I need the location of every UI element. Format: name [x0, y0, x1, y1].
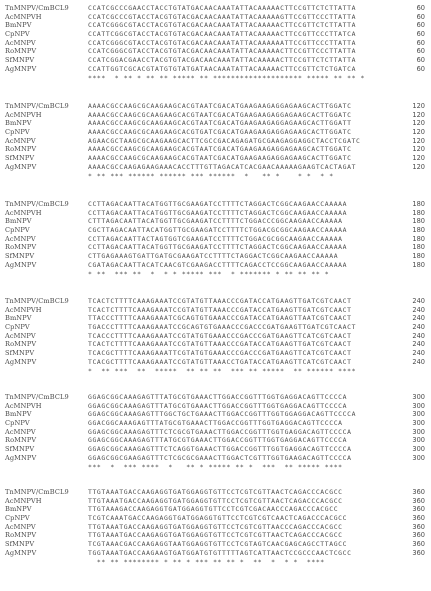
position-number: 240	[412, 349, 425, 358]
sequence-name: SfMNPV	[5, 445, 35, 454]
sequence-name: AgMNPV	[5, 260, 37, 269]
sequence-text: TCACTCTTTTCAAAGAAATCCGTATGTTAAACCCGATACCATGAAGTTGATCGTCAACT	[88, 305, 352, 314]
sequence-row	[0, 549, 431, 558]
sequence-name: RoMNPV	[5, 47, 37, 56]
sequence-name: AgMNPV	[5, 357, 37, 366]
sequence-name: AgMNPV	[5, 548, 37, 557]
position-number: 120	[412, 145, 425, 154]
consensus-row	[0, 172, 431, 181]
alignment-block	[0, 4, 431, 82]
sequence-text: TTGTAAATGACCAAGAGGTGATGGAGGTGTTCCTCGTCGTTAACCCAGACCCACGCC	[88, 522, 343, 531]
position-number: 360	[412, 488, 425, 496]
position-number: 120	[412, 136, 425, 145]
sequence-row	[0, 252, 431, 261]
sequence-row	[0, 340, 431, 349]
sequence-text: CCTTAGACAATTACTAGTGGTCGAAGATCCTTTTCTGGACGCGGCAAGAACCAAAAA	[88, 234, 343, 243]
sequence-name: CpNPV	[5, 128, 30, 137]
position-number: 180	[412, 252, 425, 261]
position-number: 120	[412, 162, 425, 171]
sequence-text: CCATCGGACGAACCTACGTGTACGACAACAAATATTACAAAAACTTCCGTTCTCTTATTA	[88, 56, 357, 65]
sequence-row	[0, 111, 431, 120]
position-number: 240	[412, 357, 425, 366]
sequence-row	[0, 402, 431, 411]
consensus-row	[0, 367, 431, 376]
position-number: 60	[416, 4, 425, 12]
sequence-row	[0, 297, 431, 306]
alignment-block	[0, 102, 431, 180]
sequence-name: SfMNPV	[5, 154, 35, 163]
sequence-row	[0, 13, 431, 22]
sequence-name: AcMNPV	[5, 136, 36, 145]
sequence-text: TTGTAAATGACCAAGAGGTGATGGAGGTGTTCCTCGTCGTTAACTCAGACCCACGCC	[88, 531, 343, 540]
position-number: 360	[412, 522, 425, 531]
consensus-text: * ** *** ** ***** ** ** ** *** ** ***** ** ****** ****	[88, 366, 357, 375]
sequence-row	[0, 314, 431, 323]
sequence-text: GGAGCGGCAAAGAGTTTATGCGTGAAACTTGGACCGGTTTGGTGAGGACAGTTCCCCA	[88, 393, 348, 401]
sequence-name: SfMNPV	[5, 56, 35, 65]
sequence-row	[0, 128, 431, 137]
consensus-row	[0, 463, 431, 472]
sequence-row	[0, 497, 431, 506]
sequence-text: CCTTAGACAATTACATGGTTGCGAAGATCCTTTTCTAGGACTCGGCAAGAACCAAAAA	[88, 200, 348, 208]
sequence-text: TGACCCTTTTCAAAGAAATCCGCAGTGTGAAACCCGACCCGATGAAGTTGATCGTCAACT	[88, 323, 357, 332]
position-number: 240	[412, 323, 425, 332]
sequence-text: TCGTCAAATGACCAAGAGGTGATGGAGGTGTTCCTCGTCGTCAACTCAGACCCACGCC	[88, 514, 348, 523]
sequence-row	[0, 235, 431, 244]
sequence-row	[0, 436, 431, 445]
sequence-row	[0, 332, 431, 341]
position-number: 180	[412, 217, 425, 226]
sequence-text: AAAACGCCAAGCGCAAGAAGCACGTAATCGACATGAAGAAGAGGAGAAGCACTTGGATC	[88, 110, 352, 119]
sequence-row	[0, 217, 431, 226]
sequence-text: TCACGCTTTTCAAAGAAATCCGTATGTTAAACCTGATACCATGAAGTTCATCGTCAACT	[88, 357, 352, 366]
sequence-row	[0, 261, 431, 270]
sequence-text: CCATCGGGCGTACCTACGTGTACGACAACAAATATTACAAAAAATTCCGTTCCCTTATTA	[88, 38, 357, 47]
position-number: 60	[416, 30, 425, 39]
sequence-text: CGATAGACAATTACATCAACGTCGAAGACCTTTTCAGACCTCCGGCAAGAACCAAAAA	[88, 260, 348, 269]
sequence-name: AgMNPV	[5, 453, 37, 462]
consensus-text: *** * *** **** * ** * ***** ** * *** ** ***** ****	[88, 462, 343, 471]
sequence-text: TTGTAAATGACCAAGAGGTGATGGAGGTGTTCCTCGTCGTTAACTCAGACCCACGCC	[88, 488, 343, 496]
sequence-row	[0, 39, 431, 48]
sequence-name: AcMNPV	[5, 522, 36, 531]
sequence-text: AAAACGCCAAGCGCAAGAAGCACGTAATCGACATGAAGAAGAGGAGAAGCACTTGGATC	[88, 154, 352, 163]
sequence-row	[0, 243, 431, 252]
sequence-name: TnMNPV/CmBCL9	[5, 393, 69, 401]
consensus-text: * ** *** ** * * * ***** *** * ******* * ** ** ** *	[88, 269, 330, 278]
sequence-name: AcMNPVH	[5, 305, 42, 314]
sequence-text: CTTTAGACAATTACATGGTTGCGAAGATCCTTTTCTGGACCCGGCAAGAACCAAAAA	[88, 217, 343, 226]
position-number: 300	[412, 436, 425, 445]
sequence-text: GGAGCGGCAAAGAGTTTCTCAGGTGAAACTTGGACCGGTTTGGTGAGGACAGTTCCCCA	[88, 445, 352, 454]
sequence-text: AAAACGCCAAGCGCAAGAAGCACGTGATCGACATGAAGAAGAGGAGAAGCACTTGGATC	[88, 128, 352, 137]
sequence-name: BmNPV	[5, 217, 32, 226]
sequence-name: RoMNPV	[5, 436, 37, 445]
position-number: 60	[416, 56, 425, 65]
position-number: 180	[412, 260, 425, 269]
consensus-text: ** ** ******** * ** * *** ** ** * ** * * * ****	[88, 557, 325, 566]
position-number: 360	[412, 540, 425, 549]
position-number: 240	[412, 314, 425, 323]
sequence-text: CTTGAGAAAGTGATTGATGCGAAGATCCTTTTCTAGGACTCGGCAAGAACCAAAAA	[88, 252, 339, 261]
sequence-row	[0, 56, 431, 65]
sequence-name: AcMNPV	[5, 331, 36, 340]
position-number: 300	[412, 453, 425, 462]
sequence-name: BmNPV	[5, 314, 32, 323]
sequence-name: TnMNPV/CmBCL9	[5, 102, 69, 110]
position-number: 360	[412, 514, 425, 523]
sequence-text: CCTTAGACAATTACATGGTTGCGAAGATCCTTTTCTAGGACTCGGCAAGAACCAAAAA	[88, 243, 348, 252]
sequence-text: GGAGCGGCAAAGAGTTTATGCGTGAAACTTGGACCGGTTTGGTGAGGACAGTTCCCCA	[88, 401, 348, 410]
sequence-text: TCGTAAACGACCAAGAGGTAATGGAGGTGTTCCTCGTAGTCAACGAGCAGCCTTAGCC	[88, 540, 348, 549]
position-number: 360	[412, 548, 425, 557]
position-number: 240	[412, 340, 425, 349]
sequence-row	[0, 358, 431, 367]
position-number: 120	[412, 119, 425, 128]
sequence-text: GGAGCGGCAAAGAGTTTCTCGCGTGAAACTTGGACCGGTTTGGTGAGGACAGTTCCCCA	[88, 427, 352, 436]
sequence-text: TCACTCTTTTCAAAGAAATCCGTATGTTAAACCCGATACCATGAAGTTGATCGTCAACT	[88, 340, 352, 349]
sequence-text: TTGTAAAGACCAAGAGGTGATGGAGGTGTTCCTCGTCGACAACCCAGACCCACGCC	[88, 505, 339, 514]
sequence-name: BmNPV	[5, 505, 32, 514]
sequence-text: AGAACGCTAAGCGCAAGAAGCACTTCGCCGACAGAGATGCGAAGAGGAGGCTACCTCGATC	[88, 136, 361, 145]
sequence-row	[0, 306, 431, 315]
sequence-name: AcMNPVH	[5, 12, 42, 21]
consensus-row	[0, 74, 431, 83]
sequence-row	[0, 47, 431, 56]
sequence-text: CCATCGGGCGTACCTACGTGTACGACAACAAATATTACAAAAACTTCCGTTCCCTTATTA	[88, 47, 357, 56]
sequence-name: CpNPV	[5, 323, 30, 332]
sequence-text: TTGTAAATGACCAAGAGGTGATGGAGGTGTTCCTCGTCGTTAACTCAGACCCACGCC	[88, 496, 343, 505]
consensus-text: **** * ** * ** ** ***** ** ******************** ***** ** ** *	[88, 73, 365, 82]
sequence-row	[0, 154, 431, 163]
sequence-row	[0, 226, 431, 235]
sequence-row	[0, 163, 431, 172]
position-number: 120	[412, 110, 425, 119]
sequence-name: AcMNPVH	[5, 496, 42, 505]
position-number: 180	[412, 208, 425, 217]
sequence-row	[0, 428, 431, 437]
consensus-row	[0, 270, 431, 279]
sequence-name: TnMNPV/CmBCL9	[5, 488, 69, 496]
position-number: 300	[412, 410, 425, 419]
sequence-name: RoMNPV	[5, 145, 37, 154]
sequence-row	[0, 523, 431, 532]
sequence-text: TCACTCTTTTCAAAGAAATCCGTATGTTAAACCCGATACCATGAAGTTGATCGTCAACT	[88, 297, 352, 305]
sequence-row	[0, 445, 431, 454]
sequence-name: RoMNPV	[5, 243, 37, 252]
position-number: 120	[412, 154, 425, 163]
sequence-name: SfMNPV	[5, 349, 35, 358]
position-number: 360	[412, 505, 425, 514]
consensus-text: * ** *** ****** ****** *** ****** * ** * * * * *	[88, 171, 334, 180]
position-number: 60	[416, 47, 425, 56]
sequence-text: GGACGGCAAAGAGTTTATGCGTGAAACTTGGACCGGTTTGGTGAGGACAGTTCCCCA	[88, 419, 343, 428]
position-number: 240	[412, 297, 425, 305]
position-number: 300	[412, 427, 425, 436]
sequence-text: CGCTTAGACAATTACATGGTTGCGAAGATCCTTTTCTGGACGCGGCAAGAACCAAAAA	[88, 226, 348, 235]
consensus-row	[0, 558, 431, 567]
sequence-name: RoMNPV	[5, 531, 37, 540]
sequence-text: TCACGCTTTTCAAAGAAATTCGTATGTGAAACCCGACCCGATGAAGTTCATCGTCAACT	[88, 349, 352, 358]
position-number: 240	[412, 305, 425, 314]
sequence-text: GGAGCGGCAAAGAGTTTGGCTGCTGAAACTTGGACCGGTTTGGTGGAGGACAGTTCCCCA	[88, 410, 357, 419]
position-number: 60	[416, 12, 425, 21]
position-number: 180	[412, 226, 425, 235]
position-number: 120	[412, 102, 425, 110]
alignment-block	[0, 393, 431, 471]
sequence-row	[0, 419, 431, 428]
sequence-row	[0, 393, 431, 402]
sequence-row	[0, 30, 431, 39]
sequence-name: CpNPV	[5, 514, 30, 523]
sequence-name: TnMNPV/CmBCL9	[5, 4, 69, 12]
sequence-name: AcMNPVH	[5, 110, 42, 119]
sequence-text: CCTTAGACAATTACATGGTTGCGAAGATCCTTTTCTAGGACTCGGCAAGAACCAAAAA	[88, 208, 348, 217]
sequence-name: AgMNPV	[5, 64, 37, 73]
alignment-block	[0, 297, 431, 375]
sequence-text: CCATTGGTCGCACGTATGTGTATGATAACAAATATTACAAAAACTTCCGTTCTCTGATCA	[88, 64, 357, 73]
sequence-text: AAAACGCCAAGAGAAGAAACACCTTTGTTAGACATCACGAACAAAAAGAAGTCACTAGAT	[88, 162, 357, 171]
sequence-row	[0, 65, 431, 74]
sequence-text: CCATCGGGCGTACCTACGTGTACGACAACAAATATTACAAAAACTTCCGTTCTCTTATTA	[88, 21, 357, 30]
sequence-name: CpNPV	[5, 30, 30, 39]
sequence-name: RoMNPV	[5, 340, 37, 349]
sequence-row	[0, 200, 431, 209]
sequence-row	[0, 145, 431, 154]
position-number: 360	[412, 496, 425, 505]
position-number: 360	[412, 531, 425, 540]
position-number: 300	[412, 419, 425, 428]
sequence-name: AgMNPV	[5, 162, 37, 171]
position-number: 60	[416, 38, 425, 47]
sequence-row	[0, 454, 431, 463]
sequence-name: AcMNPVH	[5, 208, 42, 217]
sequence-name: BmNPV	[5, 119, 32, 128]
position-number: 180	[412, 234, 425, 243]
position-number: 180	[412, 200, 425, 208]
sequence-name: BmNPV	[5, 410, 32, 419]
position-number: 300	[412, 401, 425, 410]
sequence-text: AAAACGCCAAGCGCAAGAAGCACGTAATCGACATGAAGAAGAGGAGAAGCACTTGGATC	[88, 145, 352, 154]
sequence-name: BmNPV	[5, 21, 32, 30]
sequence-name: CpNPV	[5, 419, 30, 428]
sequence-text: CCATTCGGCGTACCTACGTGTACGACAACAAATATTACAAAAACTTCCGTTCCCTTATCA	[88, 30, 357, 39]
sequence-row	[0, 488, 431, 497]
sequence-row	[0, 505, 431, 514]
sequence-row	[0, 514, 431, 523]
sequence-row	[0, 531, 431, 540]
sequence-row	[0, 410, 431, 419]
sequence-text: CCATCGCCCGTACCTACGTGTACGACAACAAATATTACAAAAAGTTCCGTTCCCTTATTA	[88, 12, 357, 21]
sequence-row	[0, 349, 431, 358]
position-number: 60	[416, 64, 425, 73]
sequence-name: TnMNPV/CmBCL9	[5, 200, 69, 208]
sequence-name: AcMNPV	[5, 234, 36, 243]
position-number: 240	[412, 331, 425, 340]
position-number: 60	[416, 21, 425, 30]
sequence-name: TnMNPV/CmBCL9	[5, 297, 69, 305]
sequence-text: TTACCCTTTTCAAAGAAATCGCAGTGTGAAACCCGATACCATGAAGTTAATCGTCAACT	[88, 314, 352, 323]
sequence-name: SfMNPV	[5, 540, 35, 549]
alignment-block	[0, 488, 431, 566]
position-number: 300	[412, 445, 425, 454]
sequence-row	[0, 137, 431, 146]
sequence-row	[0, 4, 431, 13]
sequence-row	[0, 540, 431, 549]
sequence-name: AcMNPVH	[5, 401, 42, 410]
sequence-text: TCACCCTTTTCAAAGAAATCCGTATGTGAAACCCGACCCGATGAAGTTCATCGTCAACT	[88, 331, 352, 340]
sequence-row	[0, 323, 431, 332]
position-number: 180	[412, 243, 425, 252]
sequence-text: CCATCGCCCGAACCTACCTGTATGACAACAAATATTACAAAAACTTCCGTTCTCTTATTA	[88, 4, 357, 12]
sequence-text: AAAACGCCAAGCGCAAGAAGCACGTAATCGACATGAAGAAGAGGAGAAGCACTTGGATC	[88, 102, 352, 110]
sequence-name: AcMNPV	[5, 38, 36, 47]
sequence-row	[0, 102, 431, 111]
sequence-text: AAAACGCCAAGCGCAAGAAGCACGTAATCGACATGAAGAAGAGGAGAAGCACTTGGATT	[88, 119, 352, 128]
sequence-row	[0, 209, 431, 218]
sequence-name: CpNPV	[5, 226, 30, 235]
sequence-name: AcMNPV	[5, 427, 36, 436]
position-number: 300	[412, 393, 425, 401]
sequence-row	[0, 119, 431, 128]
sequence-text: TGGTAAATGACCAAGAAGTGATGGATGTGTTTTTAGTCATTAACTCCGCCCAACTCGCC	[88, 548, 352, 557]
sequence-text: GGAGCGGCGAAGAGTTTCTCGCGCGAAACTTGGACTCGTTTGGTGAAGACAGTTCCCCA	[88, 453, 352, 462]
position-number: 120	[412, 128, 425, 137]
sequence-text: GGAGCGGCAAAGAGTTTATGCGTGAAACTTGGACCGGTTTGGTGAGGACAGTTCCCCA	[88, 436, 348, 445]
alignment-block	[0, 200, 431, 278]
sequence-name: SfMNPV	[5, 252, 35, 261]
sequence-row	[0, 21, 431, 30]
